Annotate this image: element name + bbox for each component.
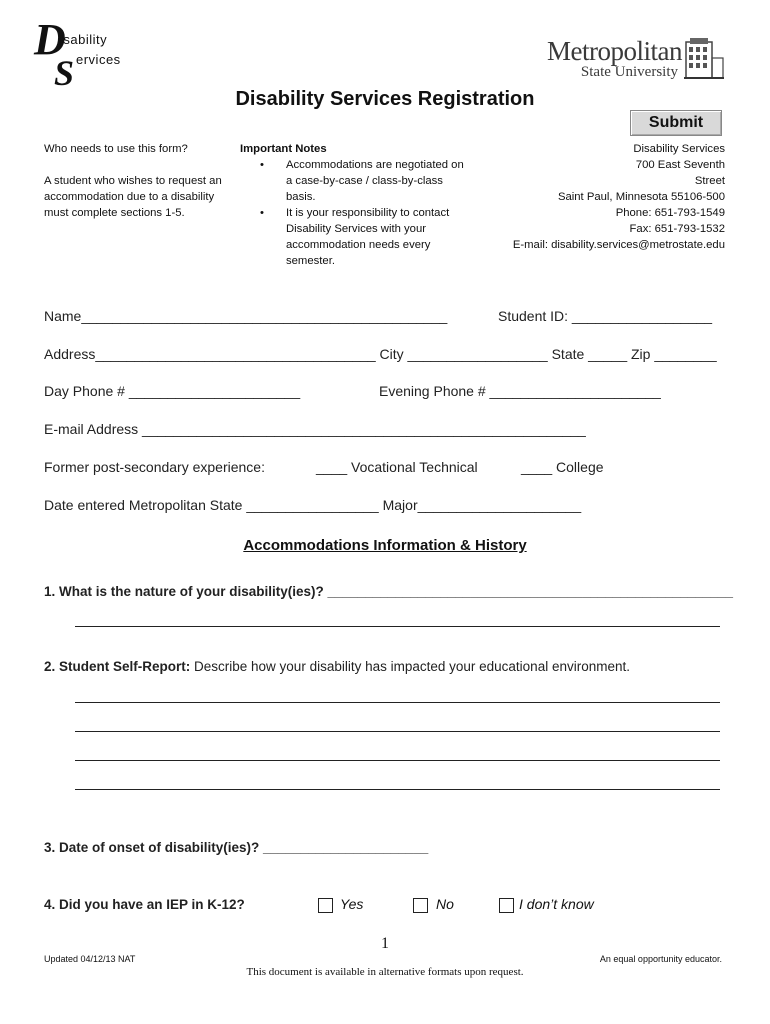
question-2-text: Describe how your disability has impacted your educational environment. xyxy=(190,659,630,674)
contact-line: Disability Services xyxy=(633,143,725,155)
section-heading xyxy=(0,537,770,554)
no-label: No xyxy=(436,896,454,912)
logo-letter-d: D xyxy=(34,15,66,64)
logo-text-line1: isability xyxy=(60,32,108,47)
logo-text-line2: ervices xyxy=(76,52,121,67)
page-title xyxy=(0,88,770,111)
title-text: Disability Services Registration xyxy=(235,88,535,110)
contact-email: E-mail: disability.services@metrostate.edu xyxy=(512,239,725,251)
evening-phone-field[interactable]: Evening Phone # ______________________ xyxy=(379,383,661,399)
former-experience-label: Former post-secondary experience: xyxy=(44,459,265,475)
contact-line: Saint Paul, Minnesota 55106-500 xyxy=(557,191,725,203)
yes-label: Yes xyxy=(340,896,364,912)
contact-block xyxy=(513,141,725,253)
question-3[interactable]: 3. Date of onset of disability(ies)? ______________________ xyxy=(44,840,429,855)
metro-logo-subtitle: State University xyxy=(580,64,678,80)
name-field[interactable]: Name_______________________________________________ xyxy=(44,308,448,324)
contact-line: Phone: 651-793-1549 xyxy=(615,207,725,219)
note-item: • Accommodations are negotiated on a case-by-case / class-by-class basis. xyxy=(258,157,468,205)
who-body: A student who wishes to request an accommodation due to a disability must complete sections 1-5. xyxy=(44,175,222,219)
building-logo-icon xyxy=(684,36,724,80)
who-heading: Who needs to use this form? xyxy=(44,143,188,155)
updated-note: Updated 04/12/13 NAT xyxy=(44,954,136,964)
dont-know-label: I don’t know xyxy=(519,896,594,912)
contact-line: 700 East Seventh xyxy=(635,159,725,171)
alternative-formats-note: This document is available in alternative formats upon request. xyxy=(246,966,524,978)
notes-list xyxy=(258,157,468,269)
no-checkbox[interactable] xyxy=(413,898,428,913)
dont-know-checkbox[interactable] xyxy=(499,898,514,913)
answer-line[interactable] xyxy=(75,702,720,703)
metro-logo-name: Metropolitan xyxy=(547,36,682,66)
vocational-option[interactable]: ____ Vocational Technical xyxy=(316,459,478,475)
answer-line[interactable] xyxy=(75,789,720,790)
note-item: • It is your responsibility to contact Disability Services with your accommodation needs every semester. xyxy=(258,205,468,269)
address-field[interactable]: Address____________________________________ City __________________ State _____ Zip ________ xyxy=(44,346,717,362)
answer-line[interactable] xyxy=(75,626,720,627)
yes-checkbox[interactable] xyxy=(318,898,333,913)
logo-letter-s: S xyxy=(54,53,75,93)
contact-line: Fax: 651-793-1532 xyxy=(629,223,725,235)
section-heading-text: Accommodations Information & History xyxy=(243,537,527,554)
answer-line[interactable] xyxy=(75,731,720,732)
email-field[interactable]: E-mail Address _________________________________________________________ xyxy=(44,421,586,437)
page-number: 1 xyxy=(381,935,389,952)
submit-button[interactable]: Submit xyxy=(630,110,722,136)
college-option[interactable]: ____ College xyxy=(521,459,604,475)
notes-heading: Important Notes xyxy=(240,143,327,155)
equal-opportunity-note: An equal opportunity educator. xyxy=(599,954,722,964)
student-id-field[interactable]: Student ID: __________________ xyxy=(498,308,713,324)
question-2-label: 2. Student Self-Report: xyxy=(44,659,191,674)
question-2 xyxy=(44,659,630,674)
question-1[interactable]: 1. What is the nature of your disability(ies)? ______________________________________________________ xyxy=(44,584,733,599)
contact-line: Street xyxy=(694,175,725,187)
answer-line[interactable] xyxy=(75,760,720,761)
day-phone-field[interactable]: Day Phone # ______________________ xyxy=(44,383,301,399)
question-4: 4. Did you have an IEP in K-12? xyxy=(44,897,245,912)
date-entered-major-field[interactable]: Date entered Metropolitan State _________________ Major_____________________ xyxy=(44,497,582,513)
disability-services-logo xyxy=(34,15,144,93)
